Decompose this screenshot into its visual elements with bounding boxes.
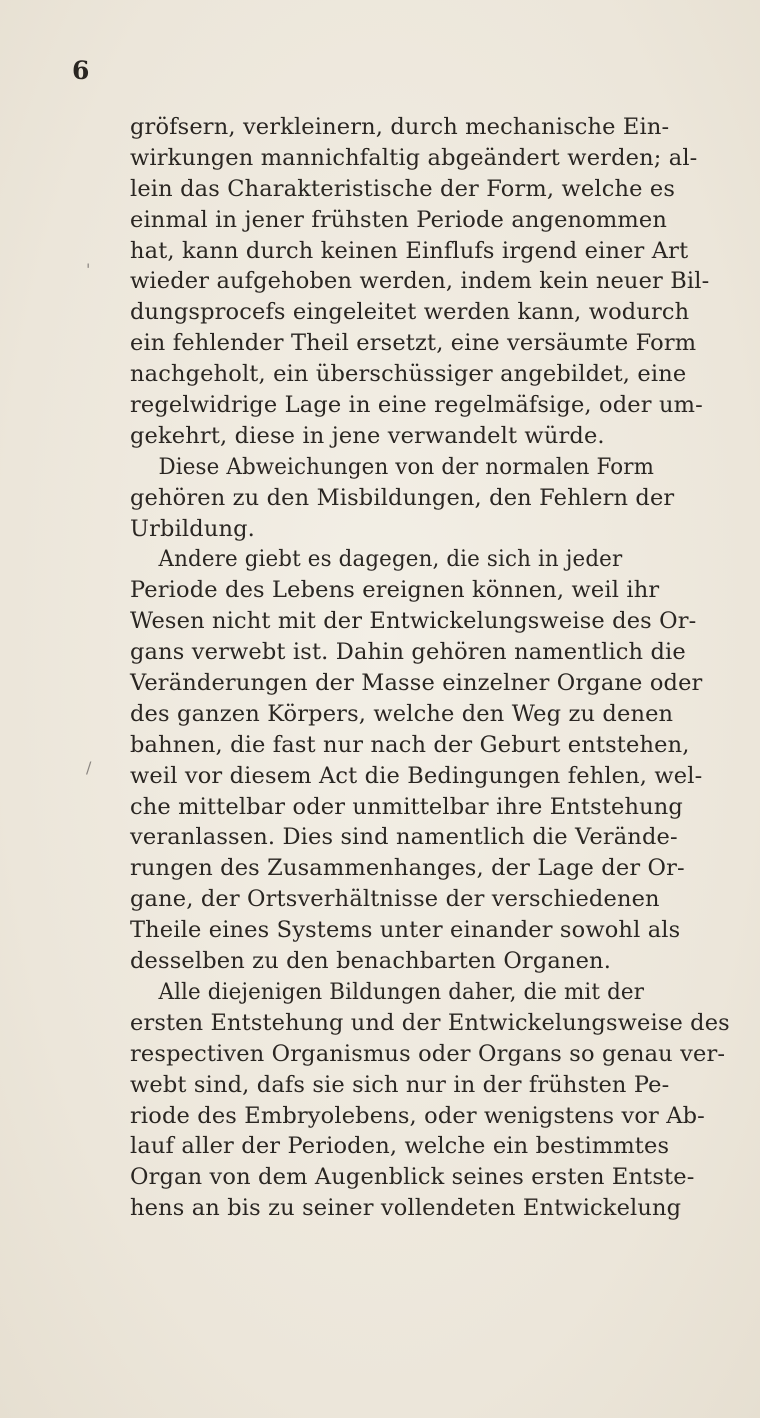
- text-line: Alle diejenigen Bildungen daher, die mit der: [158, 978, 645, 1005]
- body-text: [130, 112, 750, 1224]
- text-line: Organ von dem Augenblick seines ersten Entste-: [130, 1164, 695, 1191]
- text-line: hens an bis zu seiner vollendeten Entwickelung: [130, 1195, 682, 1222]
- text-line: hat, kann durch keinen Einflufs irgend einer Art: [130, 237, 689, 264]
- margin-mark-top: ': [86, 260, 91, 279]
- text-line: lein das Charakteristische der Form, welche es: [130, 175, 676, 202]
- text-line: lauf aller der Perioden, welche ein bestimmtes: [130, 1133, 670, 1160]
- text-line: wirkungen mannichfaltig abgeändert werden; al-: [130, 144, 698, 171]
- text-line: Wesen nicht mit der Entwickelungsweise des Or-: [130, 608, 697, 635]
- text-line: Andere giebt es dagegen, die sich in jeder: [158, 546, 623, 573]
- text-line: wieder aufgehoben werden, indem kein neuer Bil-: [130, 268, 710, 295]
- page-number: 6: [72, 56, 90, 85]
- text-line: gans verwebt ist. Dahin gehören namentlich die: [130, 639, 686, 666]
- text-line: dungsprocefs eingeleitet werden kann, wodurch: [130, 299, 690, 326]
- text-line: Periode des Lebens ereignen können, weil ihr: [130, 577, 660, 604]
- text-line: ersten Entstehung und der Entwickelungsweise des: [130, 1009, 730, 1036]
- text-line: gekehrt, diese in jene verwandelt würde.: [130, 422, 605, 449]
- text-line: nachgeholt, ein überschüssiger angebildet, eine: [130, 361, 687, 388]
- text-line: veranlassen. Dies sind namentlich die Verände-: [130, 824, 678, 851]
- text-line: rungen des Zusammenhanges, der Lage der Or-: [130, 855, 685, 882]
- text-line: Veränderungen der Masse einzelner Organe oder: [130, 670, 703, 697]
- text-line: riode des Embryolebens, oder wenigstens vor Ab-: [130, 1102, 705, 1129]
- text-line: gehören zu den Misbildungen, den Fehlern der: [130, 484, 675, 511]
- text-line: ein fehlender Theil ersetzt, eine versäumte Form: [130, 330, 697, 357]
- text-line: einmal in jener frühsten Periode angenommen: [130, 206, 667, 233]
- text-line: che mittelbar oder unmittelbar ihre Entstehung: [130, 793, 683, 820]
- text-line: gröfsern, verkleinern, durch mechanische Ein-: [130, 114, 670, 140]
- text-line: Diese Abweichungen von der normalen Form: [158, 453, 655, 480]
- margin-mark-bottom: /: [86, 758, 92, 777]
- text-line: gane, der Ortsverhältnisse der verschiedenen: [130, 886, 660, 913]
- text-line: weil vor diesem Act die Bedingungen fehlen, wel-: [130, 762, 703, 789]
- text-line: Theile eines Systems unter einander sowohl als: [130, 917, 681, 944]
- text-line: regelwidrige Lage in eine regelmäfsige, oder um-: [130, 392, 703, 419]
- text-line: desselben zu den benachbarten Organen.: [130, 948, 612, 975]
- text-line: Urbildung.: [130, 515, 255, 542]
- text-line: webt sind, dafs sie sich nur in der frühsten Pe-: [130, 1071, 670, 1098]
- text-line: des ganzen Körpers, welche den Weg zu denen: [130, 700, 674, 727]
- text-line: respectiven Organismus oder Organs so genau ver-: [130, 1040, 726, 1067]
- text-line: bahnen, die fast nur nach der Geburt entstehen,: [130, 731, 690, 758]
